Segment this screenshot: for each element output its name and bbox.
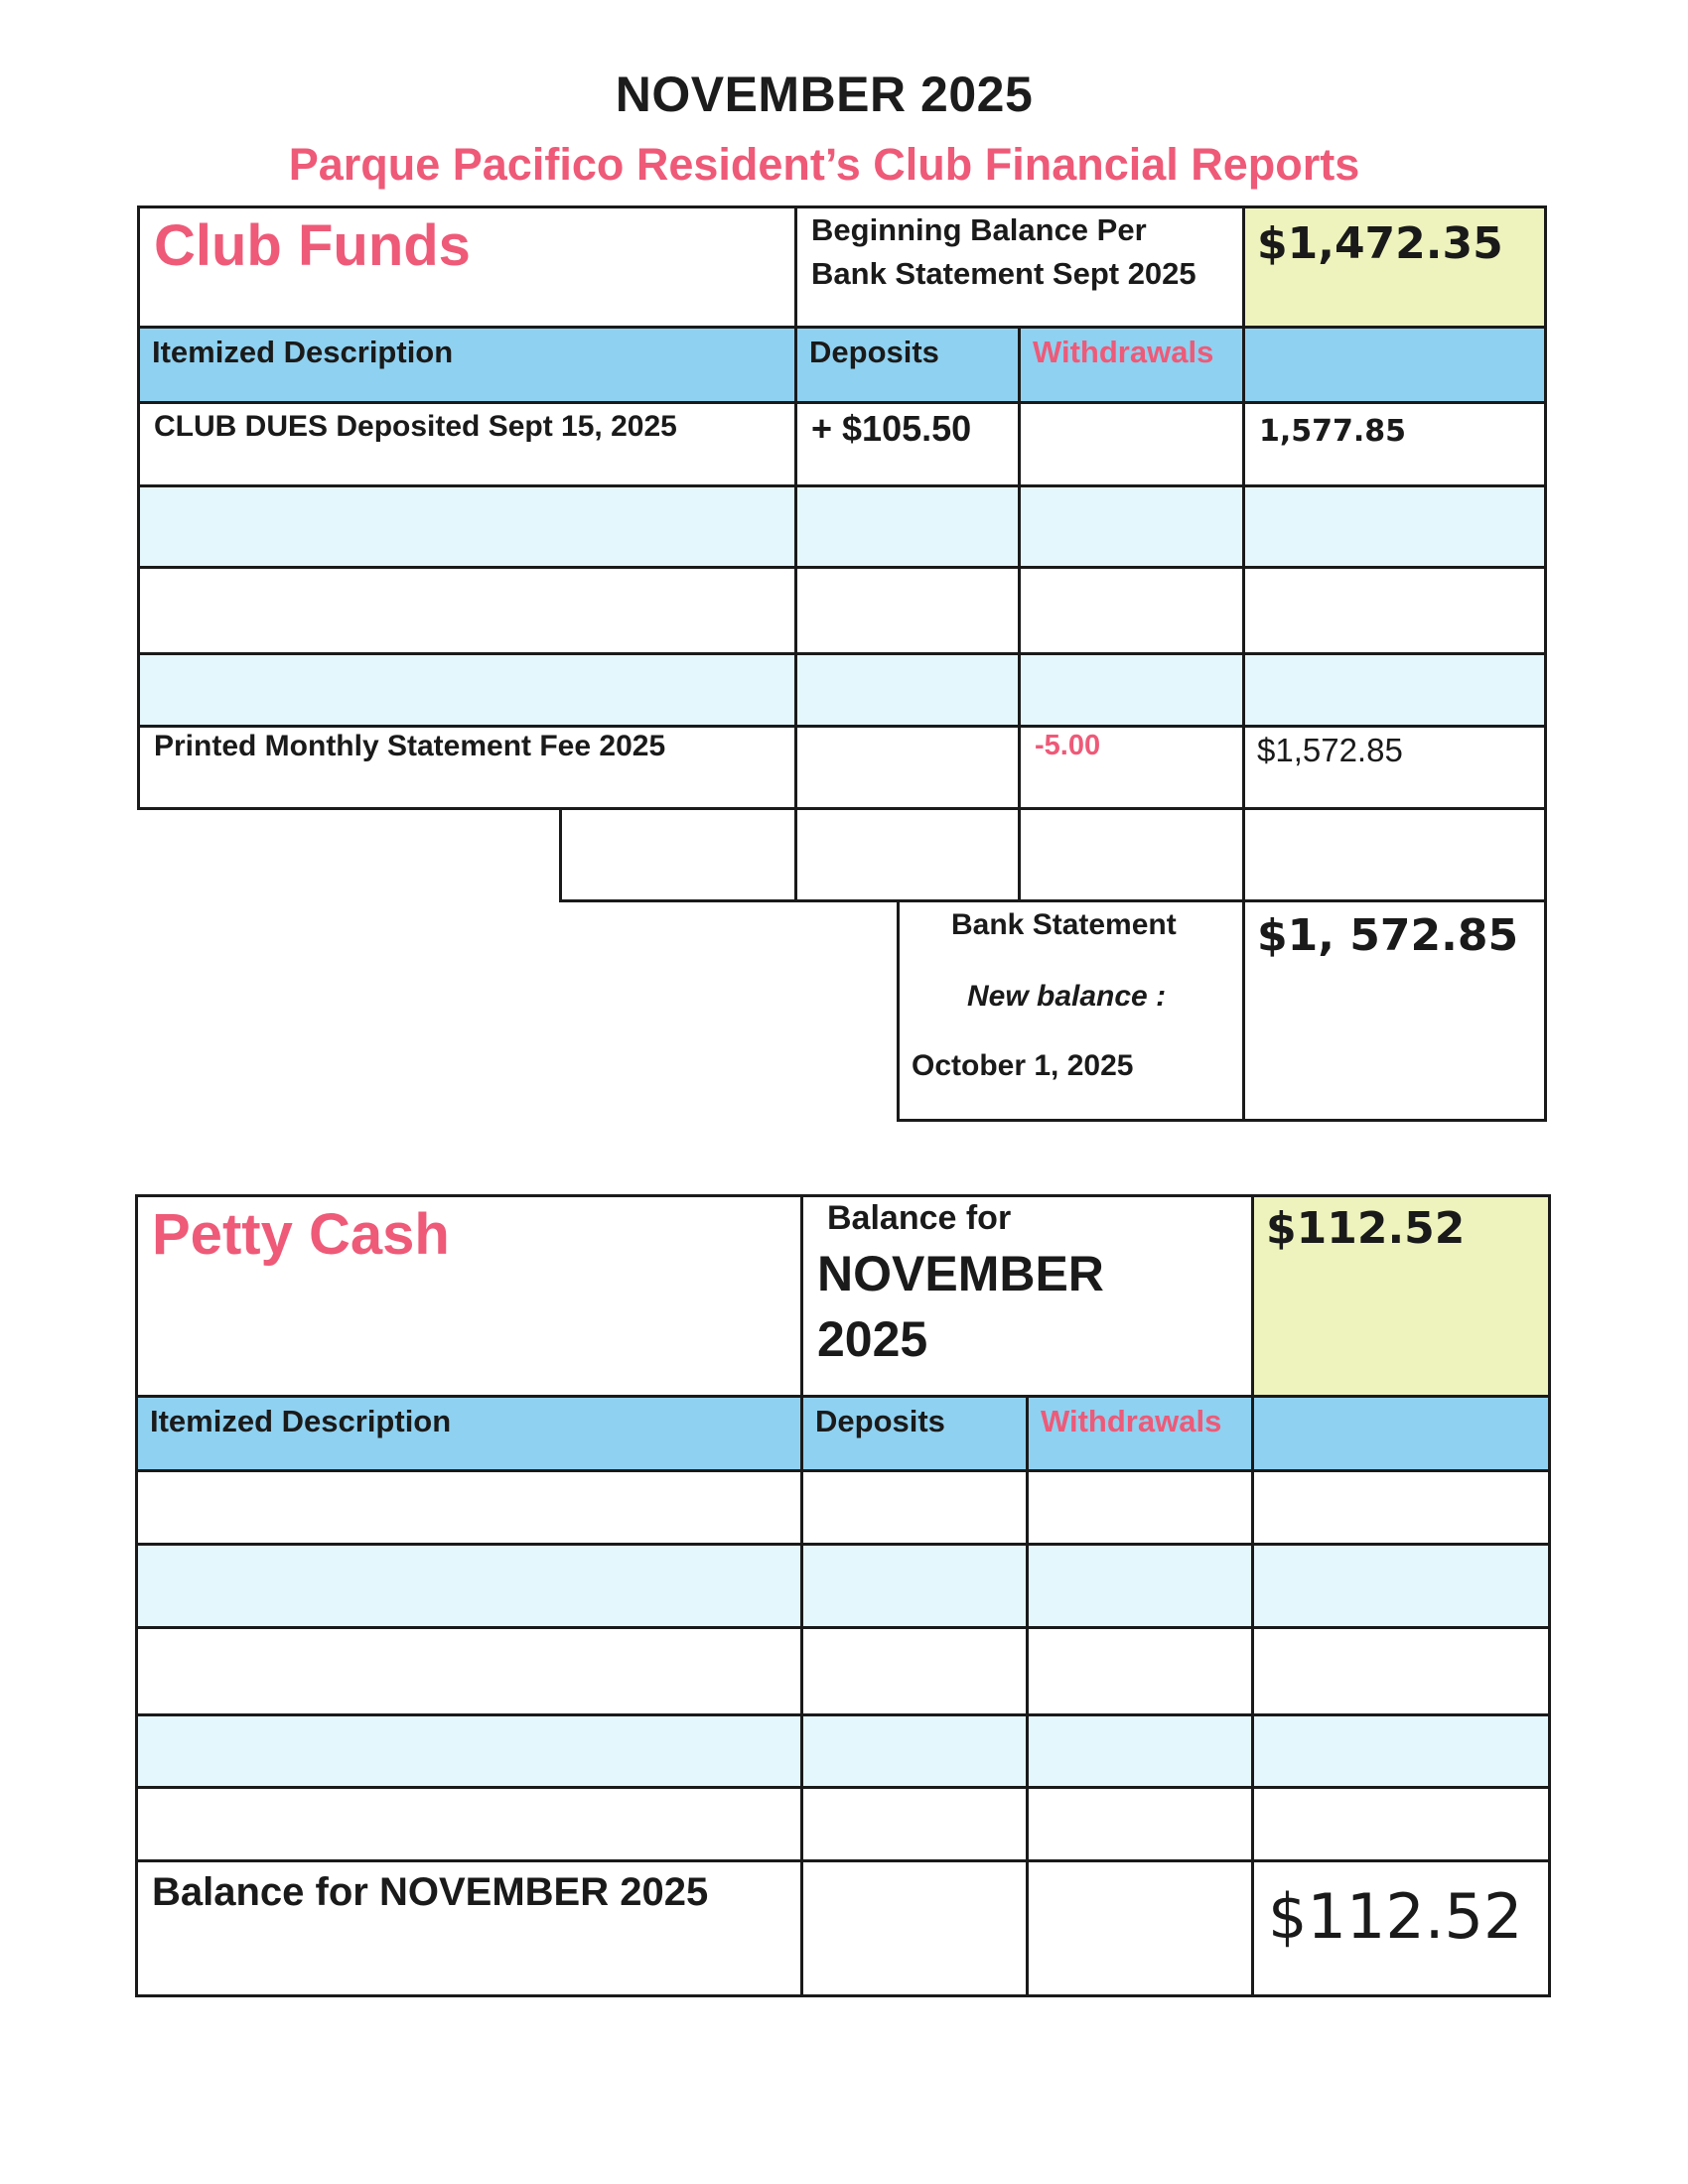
table-row	[137, 566, 797, 655]
beginning-balance-cell	[1242, 205, 1547, 329]
row-deposit-cell	[794, 401, 1021, 487]
table-cell	[1251, 1543, 1551, 1629]
row-deposit	[797, 728, 1018, 736]
petty-col-deposits-label: Deposits	[815, 1404, 945, 1438]
row-deposit-cell	[794, 484, 1021, 569]
petty-footer-label-cell	[135, 1859, 803, 1997]
table-cell	[1026, 1713, 1254, 1789]
club-col-description-header	[137, 326, 797, 404]
row-description: Printed Monthly Statement Fee 2025	[154, 730, 666, 762]
table-row	[137, 725, 797, 810]
row-withdrawal	[1021, 487, 1242, 495]
row-deposit	[797, 569, 1018, 577]
row-balance	[1245, 487, 1544, 495]
row-withdrawal	[1021, 404, 1242, 412]
petty-col-withdrawals-header	[1026, 1395, 1254, 1472]
extra-row-cell	[559, 807, 797, 902]
table-row	[137, 401, 797, 487]
beginning-balance-value: $1,472.35	[1257, 218, 1503, 269]
club-col-balance-header	[1242, 326, 1547, 404]
table-cell	[1251, 1786, 1551, 1862]
row-description	[140, 655, 794, 663]
row-balance	[1245, 655, 1544, 663]
row-deposit-cell	[794, 725, 1021, 810]
petty-balance-month-line2: 2025	[817, 1311, 928, 1367]
table-cell	[1026, 1543, 1254, 1629]
table-cell	[800, 1543, 1029, 1629]
table-cell	[1251, 1469, 1551, 1546]
petty-balance-label: Balance for	[827, 1199, 1012, 1237]
table-cell	[800, 1713, 1029, 1789]
table-cell	[1026, 1859, 1254, 1997]
bank-statement-line1: Bank Statement	[951, 908, 1177, 941]
petty-footer-label: Balance for NOVEMBER 2025	[152, 1870, 709, 1914]
row-withdrawal-cell	[1018, 401, 1245, 487]
row-balance-cell	[1242, 652, 1547, 728]
row-withdrawal: -5.00	[1035, 730, 1101, 761]
row-deposit: + $105.50	[811, 408, 972, 449]
table-cell	[1251, 1626, 1551, 1716]
beginning-balance-label-line1: Beginning Balance Per	[811, 212, 1147, 247]
beginning-balance-label-line2: Bank Statement Sept 2025	[811, 256, 1196, 291]
club-funds-title: Club Funds	[154, 213, 471, 278]
row-balance-cell	[1242, 725, 1547, 810]
club-col-description-label: Itemized Description	[152, 335, 454, 369]
extra-row-cell	[794, 807, 1021, 902]
bank-statement-line3: October 1, 2025	[912, 1049, 1134, 1082]
row-deposit-cell	[794, 566, 1021, 655]
row-withdrawal-cell	[1018, 725, 1245, 810]
club-col-deposits-label: Deposits	[809, 335, 939, 369]
table-cell	[800, 1626, 1029, 1716]
row-balance-cell	[1242, 484, 1547, 569]
table-cell	[1251, 1713, 1551, 1789]
table-row	[135, 1543, 803, 1629]
table-cell	[800, 1469, 1029, 1546]
table-row	[135, 1786, 803, 1862]
club-funds-title-cell	[137, 205, 797, 329]
extra-row-cell	[1018, 807, 1245, 902]
petty-balance-amount: $112.52	[1266, 1203, 1466, 1254]
row-deposit-cell	[794, 652, 1021, 728]
row-deposit	[797, 655, 1018, 663]
petty-col-description-label: Itemized Description	[150, 1404, 452, 1438]
petty-balance-month-line1: NOVEMBER	[817, 1246, 1104, 1301]
row-balance-cell	[1242, 566, 1547, 655]
table-row	[137, 652, 797, 728]
report-title: NOVEMBER 2025	[615, 67, 1034, 122]
petty-cash-title-cell	[135, 1194, 803, 1398]
row-balance: $1,572.85	[1257, 732, 1403, 768]
row-deposit	[797, 487, 1018, 495]
row-balance-cell	[1242, 401, 1547, 487]
petty-col-withdrawals-label: Withdrawals	[1041, 1404, 1222, 1438]
row-description	[140, 487, 794, 495]
bank-statement-label-cell	[897, 899, 1245, 1122]
bank-statement-line2: New balance :	[967, 980, 1167, 1013]
table-cell	[1026, 1469, 1254, 1546]
row-balance: 1,577.85	[1259, 414, 1407, 449]
table-row	[135, 1626, 803, 1716]
report-subtitle: Parque Pacifico Resident’s Club Financial Reports	[288, 139, 1360, 190]
petty-footer-amount-cell	[1251, 1859, 1551, 1997]
row-withdrawal-cell	[1018, 566, 1245, 655]
club-col-deposits-header	[794, 326, 1021, 404]
club-col-withdrawals-header	[1018, 326, 1245, 404]
table-row	[137, 484, 797, 569]
new-balance-cell	[1242, 899, 1547, 1122]
petty-cash-title: Petty Cash	[152, 1202, 450, 1267]
row-withdrawal-cell	[1018, 652, 1245, 728]
row-withdrawal	[1021, 655, 1242, 663]
extra-row-cell	[1242, 807, 1547, 902]
table-cell	[800, 1859, 1029, 1997]
petty-footer-amount: $112.52	[1268, 1880, 1523, 1953]
club-col-withdrawals-label: Withdrawals	[1033, 335, 1214, 369]
petty-col-deposits-header	[800, 1395, 1029, 1472]
petty-balance-label-cell	[800, 1194, 1254, 1398]
table-cell	[800, 1786, 1029, 1862]
petty-balance-amount-cell	[1251, 1194, 1551, 1398]
row-withdrawal	[1021, 569, 1242, 577]
row-withdrawal-cell	[1018, 484, 1245, 569]
table-row	[135, 1713, 803, 1789]
new-balance-value: $1, 572.85	[1257, 910, 1519, 961]
table-cell	[1026, 1626, 1254, 1716]
table-row	[135, 1469, 803, 1546]
row-balance	[1245, 569, 1544, 577]
row-description	[140, 569, 794, 577]
petty-col-description-header	[135, 1395, 803, 1472]
table-cell	[1026, 1786, 1254, 1862]
row-description: CLUB DUES Deposited Sept 15, 2025	[154, 410, 677, 443]
beginning-balance-label-cell	[794, 205, 1245, 329]
petty-col-balance-header	[1251, 1395, 1551, 1472]
